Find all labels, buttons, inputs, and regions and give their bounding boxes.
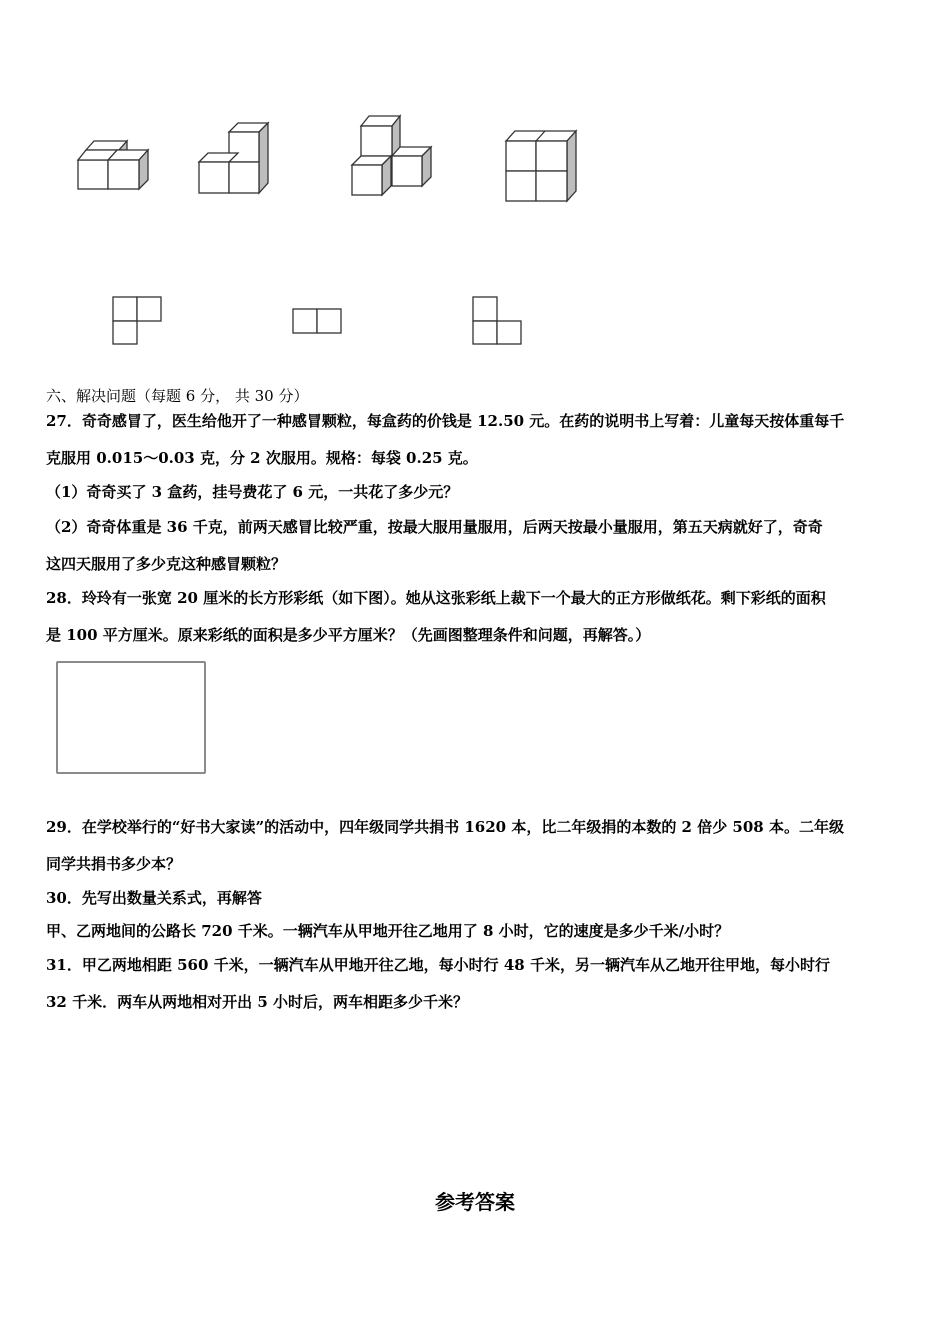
question-27-sub-2-line-1: （2）奇奇体重是 36 千克，前两天感冒比较严重，按最大服用量服用，后两天按最小量服用，第五天病就好了，奇奇 [46,518,823,536]
view-figure-3 [473,297,521,344]
question-28-line-2: 是 100 平方厘米。原来彩纸的面积是多少平方厘米？（先画图整理条件和问题，再解答。） [46,626,651,644]
question-27-sub-1: （1）奇奇买了 3 盒药，挂号费花了 6 元，一共花了多少元？ [46,483,459,501]
solid-figure-2 [199,123,268,193]
cube-figures [0,0,950,360]
question-31-line-2: 32 千米．两车从两地相对开出 5 小时后，两车相距多少千米？ [46,993,468,1011]
question-30-line-2: 甲、乙两地间的公路长 720 千米。一辆汽车从甲地开往乙地用了 8 小时，它的速度是多少千米/小时？ [46,922,730,940]
answer-section-title: 参考答案 [435,1190,515,1214]
solid-figure-4 [506,131,576,201]
question-30-line-1: 30．先写出数量关系式，再解答 [46,889,262,907]
question-29-line-2: 同学共捐书多少本？ [46,855,182,873]
question-28-line-1: 28．玲玲有一张宽 20 厘米的长方形彩纸（如下图）。她从这张彩纸上裁下一个最大的正方形做纸花。剩下彩纸的面积 [46,589,826,607]
section-heading: 六、解决问题（每题 6 分， 共 30 分） [46,387,309,405]
view-figure-1 [113,297,161,344]
question-31-line-1: 31．甲乙两地相距 560 千米，一辆汽车从甲地开往乙地，每小时行 48 千米，另一辆汽车从乙地开往甲地，每小时行 [46,956,830,974]
view-figure-2 [293,309,341,333]
question-27-sub-2-line-2: 这四天服用了多少克这种感冒颗粒？ [46,555,287,573]
question-29-line-1: 29．在学校举行的“好书大家读”的活动中，四年级同学共捐书 1620 本，比二年级捐的本数的 2 倍少 508 本。二年级 [46,818,844,836]
rectangle-paper-figure [56,661,206,774]
question-27-line-1: 27．奇奇感冒了，医生给他开了一种感冒颗粒，每盒药的价钱是 12.50 元。在药的说明书上写着：儿童每天按体重每千 [46,412,845,430]
solid-figure-1 [78,141,148,189]
question-27-line-2: 克服用 0.015～0.03 克，分 2 次服用。规格：每袋 0.25 克。 [46,449,478,467]
solid-figure-3 [352,116,431,195]
